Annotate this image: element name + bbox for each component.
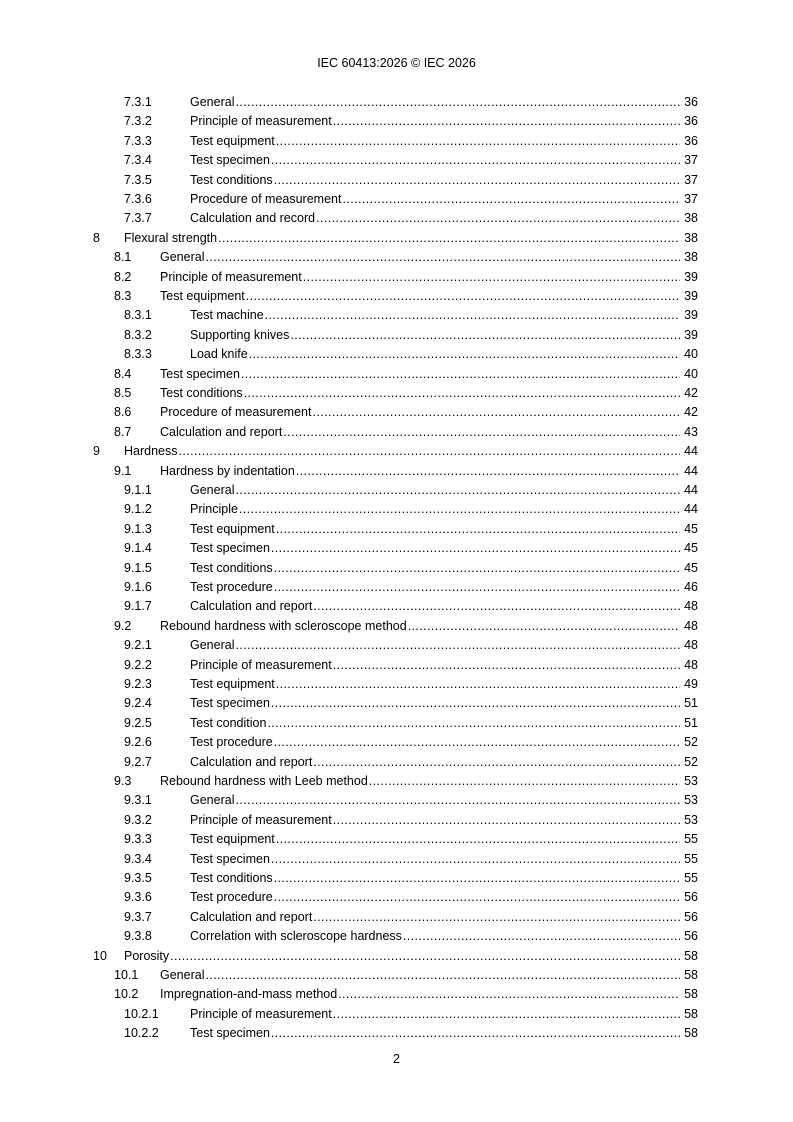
toc-entry-number: 9.1.6 — [124, 580, 152, 594]
toc-entry-title: Test specimen — [190, 851, 270, 866]
toc-entry-title: Test conditions — [190, 560, 273, 575]
toc-entry-title: Rebound hardness with Leeb method — [160, 774, 368, 788]
toc-entry-body — [190, 112, 698, 131]
toc-dot-leader — [274, 559, 680, 578]
toc-entry-title: Porosity — [124, 948, 170, 963]
toc-dot-leader — [313, 753, 680, 772]
toc-entry-number: 9.3 — [114, 774, 132, 788]
toc-entry-number: 7.3.5 — [124, 172, 152, 187]
toc-dot-leader — [313, 908, 680, 927]
toc-entry-number: 9.1 — [114, 463, 132, 478]
toc-entry-title: Supporting knives — [190, 327, 290, 342]
toc-dot-leader — [235, 791, 680, 810]
toc-entry[interactable] — [0, 306, 793, 325]
toc-entry[interactable] — [0, 694, 793, 713]
toc-entry-page: 42 — [684, 386, 698, 400]
toc-entry[interactable] — [0, 791, 793, 810]
toc-entry-number: 8.7 — [114, 424, 132, 439]
toc-entry-title: Test equipment — [190, 521, 275, 536]
toc-entry-page: 44 — [684, 444, 698, 459]
toc-dot-leader — [369, 772, 680, 791]
toc-entry-title: General — [160, 250, 205, 265]
toc-entry-number: 7.3.4 — [124, 153, 152, 168]
toc-dot-leader — [246, 287, 680, 306]
toc-entry-number: 9.3.7 — [124, 909, 152, 924]
toc-entry[interactable] — [0, 656, 793, 675]
toc-entry-page: 45 — [684, 541, 698, 556]
toc-entry-number: 9.3.2 — [124, 812, 152, 827]
toc-entry[interactable] — [0, 636, 793, 655]
toc-dot-leader — [276, 520, 680, 539]
toc-entry[interactable] — [0, 365, 793, 384]
toc-dot-leader — [271, 1024, 680, 1043]
toc-entry-page: 56 — [684, 890, 698, 905]
toc-entry-body — [190, 93, 698, 112]
toc-entry-page: 56 — [684, 909, 698, 924]
toc-entry-number: 9.2.6 — [124, 735, 152, 750]
toc-entry[interactable] — [0, 112, 793, 131]
toc-dot-leader — [283, 423, 680, 442]
toc-dot-leader — [218, 229, 680, 248]
toc-entry-body — [160, 268, 698, 287]
toc-dot-leader — [267, 714, 680, 733]
toc-entry-title: Correlation with scleroscope hardness — [190, 929, 402, 944]
toc-entry-body — [190, 520, 698, 539]
toc-entry-title: Principle of measurement — [190, 1006, 332, 1021]
toc-entry-page: 36 — [684, 114, 698, 129]
toc-entry-title: Test conditions — [190, 871, 273, 885]
toc-dot-leader — [274, 171, 680, 190]
toc-entry-number: 8.4 — [114, 366, 132, 381]
toc-entry-title: Load knife — [190, 347, 248, 362]
toc-entry-title: Principle of measurement — [190, 657, 332, 672]
toc-entry-title: Calculation and report — [160, 424, 283, 439]
toc-entry-body — [160, 772, 698, 791]
toc-entry-page: 58 — [684, 1006, 698, 1021]
toc-entry[interactable] — [0, 830, 793, 849]
toc-dot-leader — [271, 539, 680, 558]
toc-entry-number: 10.2.2 — [124, 1026, 159, 1041]
toc-entry-body — [190, 811, 698, 830]
toc-entry-page: 37 — [684, 153, 698, 168]
toc-dot-leader — [274, 869, 680, 888]
toc-entry-page: 39 — [684, 327, 698, 342]
toc-entry-number: 9.1.4 — [124, 541, 152, 556]
toc-entry-body — [190, 132, 698, 151]
toc-entry-number: 10.1 — [114, 968, 139, 982]
toc-entry-number: 9.1.1 — [124, 483, 152, 497]
toc-entry[interactable] — [0, 811, 793, 830]
toc-entry-body — [160, 365, 698, 384]
toc-dot-leader — [290, 326, 680, 345]
toc-entry-title: Test conditions — [190, 172, 273, 187]
toc-entry[interactable] — [0, 345, 793, 364]
toc-dot-leader — [333, 1005, 680, 1024]
toc-entry-title: Test equipment — [190, 832, 275, 847]
toc-dot-leader — [274, 733, 680, 752]
toc-entry-body — [190, 733, 698, 752]
toc-dot-leader — [312, 403, 680, 422]
toc-entry-title: Calculation and report — [190, 599, 313, 614]
toc-entry-body — [160, 248, 698, 267]
toc-entry-body — [190, 1024, 698, 1043]
toc-entry-title: Test conditions — [160, 386, 243, 400]
toc-entry-body — [190, 171, 698, 190]
toc-entry[interactable] — [0, 500, 793, 519]
toc-entry-body — [190, 908, 698, 927]
toc-entry-page: 51 — [684, 715, 698, 730]
page-number: 2 — [393, 1052, 400, 1066]
toc-entry[interactable] — [0, 850, 793, 869]
toc-entry[interactable] — [0, 947, 793, 966]
toc-entry-title: Test procedure — [190, 735, 273, 750]
toc-dot-leader — [333, 656, 680, 675]
toc-entry-number: 7.3.3 — [124, 133, 152, 148]
toc-entry-number: 7.3.7 — [124, 211, 152, 226]
toc-dot-leader — [205, 248, 680, 267]
toc-entry[interactable] — [0, 675, 793, 694]
toc-entry-body — [190, 791, 698, 810]
toc-entry-number: 9.2 — [114, 618, 132, 633]
toc-entry[interactable] — [0, 520, 793, 539]
toc-entry[interactable] — [0, 171, 793, 190]
toc-entry-number: 7.3.6 — [124, 192, 152, 206]
toc-entry-body — [190, 714, 698, 733]
toc-entry-body — [124, 947, 698, 966]
toc-entry-title: Test equipment — [160, 289, 245, 303]
toc-entry-page: 39 — [684, 269, 698, 284]
toc-entry-page: 55 — [684, 871, 698, 885]
toc-entry-body — [190, 694, 698, 713]
toc-dot-leader — [244, 384, 680, 403]
toc-entry-number: 9.1.2 — [124, 502, 152, 517]
toc-entry-body — [160, 423, 698, 442]
toc-entry[interactable] — [0, 559, 793, 578]
toc-dot-leader — [235, 636, 680, 655]
toc-entry-body — [190, 1005, 698, 1024]
toc-entry-page: 38 — [684, 211, 698, 226]
toc-entry-page: 46 — [684, 580, 698, 594]
toc-dot-leader — [303, 268, 680, 287]
toc-entry-page: 45 — [684, 560, 698, 575]
toc-entry-number: 8.6 — [114, 405, 132, 420]
toc-entry-body — [190, 578, 698, 597]
toc-entry-page: 53 — [684, 774, 698, 788]
toc-dot-leader — [241, 365, 680, 384]
toc-entry-page: 40 — [684, 366, 698, 381]
page-header: IEC 60413:2026 © IEC 2026 — [317, 56, 476, 70]
toc-entry[interactable] — [0, 326, 793, 345]
toc-entry-page: 44 — [684, 483, 698, 497]
toc-entry[interactable] — [0, 714, 793, 733]
toc-entry-page: 58 — [684, 1026, 698, 1041]
toc-entry-page: 37 — [684, 192, 698, 206]
toc-entry-body — [190, 869, 698, 888]
toc-entry-page: 52 — [684, 754, 698, 769]
toc-entry-page: 43 — [684, 424, 698, 439]
toc-dot-leader — [274, 888, 680, 907]
toc-entry-page: 39 — [684, 289, 698, 303]
toc-entry-number: 8.2 — [114, 269, 132, 284]
toc-entry-title: Test specimen — [190, 1026, 270, 1041]
toc-entry-title: Impregnation-and-mass method — [160, 987, 338, 1002]
toc-entry-title: Rebound hardness with scleroscope method — [160, 618, 407, 633]
toc-entry-body — [190, 539, 698, 558]
toc-dot-leader — [342, 190, 680, 209]
toc-entry[interactable] — [0, 733, 793, 752]
toc-entry-number: 10 — [93, 948, 107, 963]
toc-entry[interactable] — [0, 985, 793, 1004]
toc-entry-body — [190, 345, 698, 364]
toc-entry-title: General — [190, 638, 235, 653]
toc-entry-title: Test procedure — [190, 580, 273, 594]
toc-entry-title: Test specimen — [190, 696, 270, 711]
toc-dot-leader — [338, 985, 680, 1004]
toc-entry-number: 10.2.1 — [124, 1006, 159, 1021]
toc-entry-body — [190, 326, 698, 345]
toc-entry-number: 9.3.8 — [124, 929, 152, 944]
toc-dot-leader — [274, 578, 680, 597]
toc-entry[interactable] — [0, 229, 793, 248]
toc-entry[interactable] — [0, 384, 793, 403]
toc-entry-number: 8.3 — [114, 289, 132, 303]
toc-entry[interactable] — [0, 248, 793, 267]
toc-entry-page: 55 — [684, 851, 698, 866]
toc-entry[interactable] — [0, 209, 793, 228]
toc-entry-page: 58 — [684, 948, 698, 963]
toc-entry[interactable] — [0, 966, 793, 985]
toc-entry-number: 9.1.7 — [124, 599, 152, 614]
toc-entry-title: Calculation and report — [190, 909, 313, 924]
toc-entry-page: 53 — [684, 793, 698, 808]
toc-entry-number: 8.1 — [114, 250, 132, 265]
toc-entry-page: 42 — [684, 405, 698, 420]
toc-entry-number: 9.3.5 — [124, 871, 152, 885]
toc-entry-number: 9.1.5 — [124, 560, 152, 575]
toc-entry-title: Procedure of measurement — [160, 405, 312, 420]
toc-entry-number: 9.2.4 — [124, 696, 152, 711]
toc-entry-title: Test specimen — [190, 153, 270, 168]
toc-entry-number: 7.3.2 — [124, 114, 152, 129]
toc-entry[interactable] — [0, 132, 793, 151]
toc-entry[interactable] — [0, 287, 793, 306]
toc-entry-body — [190, 209, 698, 228]
toc-entry-page: 53 — [684, 812, 698, 827]
toc-entry-title: Test condition — [190, 715, 267, 730]
toc-entry-title: Test equipment — [190, 133, 275, 148]
toc-entry-body — [160, 403, 698, 422]
toc-dot-leader — [239, 500, 680, 519]
toc-entry-number: 9.2.5 — [124, 715, 152, 730]
toc-entry-page: 36 — [684, 133, 698, 148]
toc-entry-page: 55 — [684, 832, 698, 847]
toc-entry-page: 58 — [684, 968, 698, 982]
toc-entry-body — [190, 927, 698, 946]
toc-entry-number: 9 — [93, 444, 100, 459]
toc-entry-body — [190, 151, 698, 170]
toc-dot-leader — [179, 442, 681, 461]
toc-dot-leader — [235, 481, 680, 500]
toc-entry[interactable] — [0, 442, 793, 461]
toc-dot-leader — [170, 947, 680, 966]
toc-entry-page: 48 — [684, 599, 698, 614]
toc-entry[interactable] — [0, 888, 793, 907]
toc-entry[interactable] — [0, 403, 793, 422]
toc-entry-body — [190, 559, 698, 578]
toc-dot-leader — [205, 966, 680, 985]
toc-entry-page: 58 — [684, 987, 698, 1002]
toc-entry-number: 9.3.4 — [124, 851, 152, 866]
toc-entry[interactable] — [0, 617, 793, 636]
toc-entry-number: 9.3.3 — [124, 832, 152, 847]
toc-entry[interactable] — [0, 772, 793, 791]
toc-entry[interactable] — [0, 927, 793, 946]
toc-dot-leader — [296, 462, 680, 481]
toc-entry[interactable] — [0, 597, 793, 616]
toc-dot-leader — [235, 93, 680, 112]
toc-entry-page: 56 — [684, 929, 698, 944]
toc-entry-number: 8 — [93, 230, 100, 245]
toc-dot-leader — [271, 694, 680, 713]
toc-entry-title: Test machine — [190, 308, 264, 323]
toc-entry-number: 9.2.7 — [124, 754, 152, 769]
toc-entry-title: Test procedure — [190, 890, 273, 905]
toc-entry-page: 40 — [684, 347, 698, 362]
toc-entry[interactable] — [0, 539, 793, 558]
toc-dot-leader — [408, 617, 680, 636]
toc-dot-leader — [271, 850, 680, 869]
toc-entry-page: 44 — [684, 463, 698, 478]
toc-entry-title: Flexural strength — [124, 230, 218, 245]
toc-dot-leader — [249, 345, 680, 364]
toc-dot-leader — [265, 306, 680, 325]
toc-dot-leader — [316, 209, 680, 228]
toc-entry-body — [124, 229, 698, 248]
toc-entry-title: Principle of measurement — [190, 812, 332, 827]
toc-dot-leader — [333, 811, 680, 830]
toc-entry-body — [190, 190, 698, 209]
toc-entry-title: General — [190, 483, 235, 497]
toc-dot-leader — [276, 830, 680, 849]
toc-entry-number: 9.1.3 — [124, 521, 152, 536]
toc-entry[interactable] — [0, 93, 793, 112]
toc-entry-body — [190, 656, 698, 675]
toc-entry-title: Procedure of measurement — [190, 192, 342, 206]
toc-entry-page: 48 — [684, 618, 698, 633]
toc-entry-number: 9.2.1 — [124, 638, 152, 653]
toc-entry-body — [160, 617, 698, 636]
toc-entry-body — [160, 985, 698, 1004]
toc-entry-body — [190, 888, 698, 907]
toc-entry-number: 8.3.1 — [124, 308, 152, 323]
toc-dot-leader — [403, 927, 680, 946]
toc-entry-page: 36 — [684, 95, 698, 109]
toc-entry-title: Hardness — [124, 444, 178, 459]
toc-entry-page: 39 — [684, 308, 698, 323]
toc-entry[interactable] — [0, 753, 793, 772]
toc-entry[interactable] — [0, 151, 793, 170]
toc-entry-number: 8.3.3 — [124, 347, 152, 362]
toc-entry-number: 7.3.1 — [124, 95, 152, 109]
toc-entry-body — [190, 850, 698, 869]
toc-entry-title: Test specimen — [190, 541, 270, 556]
toc-entry-page: 37 — [684, 172, 698, 187]
toc-entry[interactable] — [0, 423, 793, 442]
toc-entry-number: 8.5 — [114, 386, 132, 400]
toc-entry-page: 48 — [684, 638, 698, 653]
toc-entry-body — [190, 636, 698, 655]
toc-entry[interactable] — [0, 462, 793, 481]
toc-entry[interactable] — [0, 1005, 793, 1024]
toc-entry[interactable] — [0, 578, 793, 597]
toc-entry-number: 9.3.6 — [124, 890, 152, 905]
toc-entry[interactable] — [0, 268, 793, 287]
toc-entry[interactable] — [0, 1024, 793, 1043]
toc-entry-body — [190, 753, 698, 772]
toc-entry-number: 8.3.2 — [124, 327, 152, 342]
toc-entry-number: 9.2.2 — [124, 657, 152, 672]
toc-entry-page: 38 — [684, 250, 698, 265]
toc-entry-page: 38 — [684, 230, 698, 245]
toc-entry[interactable] — [0, 908, 793, 927]
toc-entry-body — [160, 966, 698, 985]
toc-dot-leader — [276, 675, 680, 694]
toc-entry-title: Calculation and record — [190, 211, 316, 226]
toc-entry-body — [190, 830, 698, 849]
toc-entry-page: 52 — [684, 735, 698, 750]
toc-entry-body — [124, 442, 698, 461]
toc-entry-title: General — [190, 95, 235, 109]
toc-entry-page: 45 — [684, 521, 698, 536]
toc-entry-body — [190, 306, 698, 325]
toc-entry-title: Principle of measurement — [190, 114, 332, 129]
toc-entry-body — [190, 500, 698, 519]
toc-entry-page: 44 — [684, 502, 698, 517]
toc-entry-body — [190, 597, 698, 616]
toc-entry-title: General — [160, 968, 205, 982]
toc-entry-page: 49 — [684, 677, 698, 691]
toc-dot-leader — [271, 151, 680, 170]
toc-entry-title: Calculation and report — [190, 754, 313, 769]
toc-entry-title: Principle — [190, 502, 238, 517]
toc-entry-title: General — [190, 793, 235, 808]
toc-dot-leader — [333, 112, 680, 131]
toc-entry-title: Principle of measurement — [160, 269, 302, 284]
toc-entry-number: 9.3.1 — [124, 793, 152, 808]
toc-dot-leader — [313, 597, 680, 616]
toc-entry-number: 10.2 — [114, 987, 139, 1002]
toc-dot-leader — [276, 132, 680, 151]
toc-entry-body — [160, 384, 698, 403]
toc-entry-body — [160, 287, 698, 306]
toc-entry-body — [190, 481, 698, 500]
toc-entry-body — [160, 462, 698, 481]
toc-entry-body — [190, 675, 698, 694]
toc-entry-title: Hardness by indentation — [160, 463, 295, 478]
toc-entry-title: Test equipment — [190, 677, 275, 691]
toc-entry-page: 51 — [684, 696, 698, 711]
toc-entry[interactable] — [0, 869, 793, 888]
toc-entry[interactable] — [0, 190, 793, 209]
toc-entry-number: 9.2.3 — [124, 677, 152, 691]
toc-entry-title: Test specimen — [160, 366, 240, 381]
toc-entry[interactable] — [0, 481, 793, 500]
toc-entry-page: 48 — [684, 657, 698, 672]
